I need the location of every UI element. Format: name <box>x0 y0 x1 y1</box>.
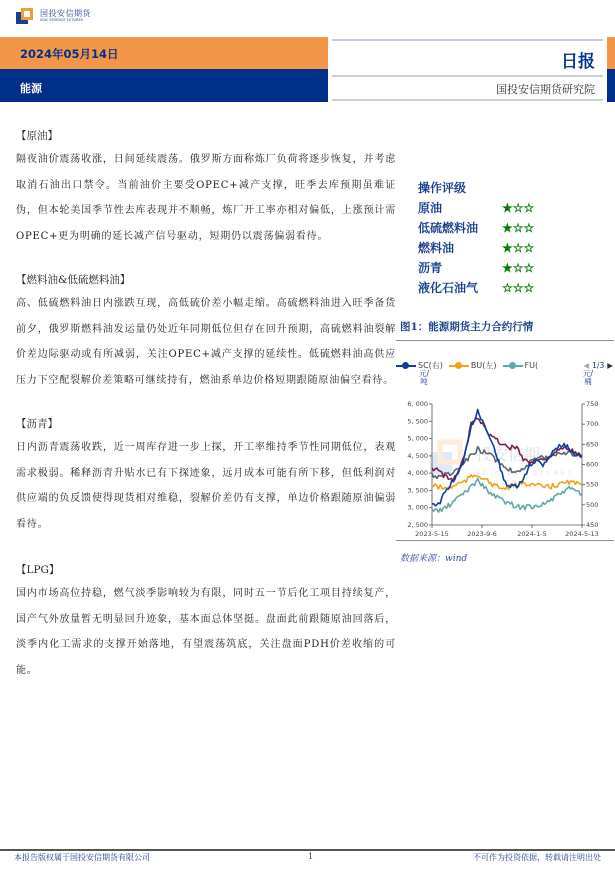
rating-row <box>418 238 534 258</box>
legend-page-indicator: 1/3 <box>592 361 605 370</box>
star-rating-icon: ★☆☆ <box>502 201 535 215</box>
legend-marker-icon <box>503 362 523 370</box>
divider <box>396 540 614 541</box>
section-title: 【燃料油&低硫燃料油】 <box>16 274 131 286</box>
rating-name: 燃料油 <box>418 241 455 255</box>
section-crude-oil <box>16 125 396 249</box>
star-rating-icon: ★☆☆ <box>502 221 535 235</box>
section-lpg <box>16 559 396 683</box>
svg-text:2023-5-15: 2023-5-15 <box>415 530 449 538</box>
logo-icon <box>16 8 36 25</box>
svg-text:2023-9-6: 2023-9-6 <box>467 530 497 538</box>
analysis-column <box>16 125 396 683</box>
star-rating-icon: ★☆☆ <box>502 261 535 275</box>
report-date: 2024年05月14日 <box>20 47 119 61</box>
divider <box>332 75 603 77</box>
svg-text:3, 500: 3, 500 <box>407 486 428 495</box>
report-title-box <box>328 37 607 103</box>
legend-marker-icon <box>449 362 469 370</box>
rating-row <box>418 198 534 218</box>
svg-text:2, 500: 2, 500 <box>407 521 428 529</box>
star-rating-icon: ☆☆☆ <box>502 281 535 295</box>
svg-text:750: 750 <box>586 400 599 408</box>
section-body: 日内沥青震荡收跌，近一周库存进一步上探，开工率维持季节性同期低位，表观需求极弱。稀释沥青升贴水已有下探迹象，远月成本可能有所下移，但低利润对供应端的负反馈使得现货相对维稳，裂解价差仍有支撑，单边价格跟随原油偏弱看待。 <box>16 442 396 530</box>
section-asphalt <box>16 413 396 537</box>
rating-name: 液化石油气 <box>418 281 479 295</box>
legend-label: BU(左) <box>470 361 497 370</box>
svg-text:450: 450 <box>586 521 599 529</box>
svg-text:700: 700 <box>586 420 599 429</box>
svg-text:5, 000: 5, 000 <box>407 434 428 443</box>
legend-item-bu[interactable] <box>449 360 497 371</box>
star-rating-icon: ★☆☆ <box>502 241 535 255</box>
svg-text:4, 500: 4, 500 <box>407 451 428 460</box>
section-body: 国内市场高位持稳，燃气淡季影响较为有限，同时五一节后化工项目持续复产，国产气外放量暂无明显回升迹象，基本面总体坚挺。盘面此前跟随原油回落后，淡季内化工需求的支撑开始落地，有望震荡筑底，关注盘面PDH价差收缩的可能。 <box>16 588 396 676</box>
divider <box>396 340 614 341</box>
disclaimer: 不可作为投资依据，转载请注明出处 <box>473 853 601 862</box>
svg-text:3, 000: 3, 000 <box>407 503 428 512</box>
line-chart <box>396 390 615 540</box>
rating-name: 沥青 <box>418 261 443 275</box>
svg-text:SDIC ES FUTURES: SDIC ES FUTURES <box>476 470 575 477</box>
legend-marker-icon <box>396 362 416 370</box>
footer-divider <box>0 849 615 851</box>
svg-text:500: 500 <box>586 500 599 509</box>
energy-futures-chart <box>396 390 615 540</box>
company-logo <box>16 8 91 25</box>
figure-title: 图1：能源期货主力合约行情 <box>400 321 534 333</box>
section-title: 【沥青】 <box>16 418 58 430</box>
prev-page-icon[interactable]: ◀ <box>583 361 590 370</box>
rating-row <box>418 278 534 298</box>
rating-row <box>418 218 534 238</box>
copyright-notice: 本报告版权属于国投安信期货有限公司 <box>14 853 150 862</box>
divider <box>332 99 603 101</box>
svg-text:2024-5-13: 2024-5-13 <box>565 530 599 538</box>
divider <box>332 39 603 41</box>
svg-text:550: 550 <box>586 480 599 489</box>
data-source: 数据来源：wind <box>400 554 468 564</box>
rating-title: 操作评级 <box>418 181 467 195</box>
operation-rating <box>418 178 534 298</box>
legend-label: SC(右) <box>418 361 443 370</box>
report-sector: 能源 <box>20 82 42 95</box>
logo-en-text: SDIC ESSENCE FUTURES <box>40 18 83 23</box>
institute-name: 国投安信期货研究院 <box>496 83 595 96</box>
section-fuel-oil <box>16 269 396 393</box>
section-body: 高、低硫燃料油日内涨跌互现，高低硫价差小幅走缩。高硫燃料油进入旺季备货前夕，俄罗斯燃料油发运量仍处近年同期低位但存在回升预期，高硫燃料油裂解价差边际驱动或有所减弱，关注OPEC+减产支撑的延续性。低硫燃料油高供应压力下空配裂解价差策略可继续持有，燃油系单边价格短期跟随原油偏空看待。 <box>16 298 396 386</box>
report-type: 日报 <box>561 52 595 72</box>
logo-cn-text: 国投安信期货 <box>40 9 91 19</box>
section-body: 隔夜油价震荡收涨，日间延续震荡。俄罗斯方面称炼厂负荷将逐步恢复，并考虑取消石油出口禁令。当前油价主要受OPEC+减产支撑，旺季去库预期虽难证伪，但本轮美国季节性去库表现并不顺畅，炼厂开工率亦相对偏低，上涨预计需OPEC+更为明确的延长减产信号驱动，短期仍以震荡偏弱看待。 <box>16 154 396 242</box>
legend-item-fu[interactable] <box>503 361 539 370</box>
svg-text:投安信期: 投安信期 <box>476 445 541 464</box>
section-title: 【LPG】 <box>16 564 60 576</box>
y-axis-right-unit: 元/桶 <box>582 369 594 386</box>
rating-name: 原油 <box>418 201 443 215</box>
page-number: 1 <box>308 852 314 861</box>
y-axis-left-unit: 元/吨 <box>418 369 430 386</box>
svg-text:6, 000: 6, 000 <box>407 400 428 408</box>
rating-name: 低硫燃料油 <box>418 221 479 235</box>
svg-text:650: 650 <box>586 440 599 449</box>
svg-text:600: 600 <box>586 460 599 469</box>
svg-text:4, 000: 4, 000 <box>407 469 428 478</box>
svg-text:2024-1-5: 2024-1-5 <box>517 530 547 538</box>
svg-text:5, 500: 5, 500 <box>407 417 428 426</box>
rating-row <box>418 258 534 278</box>
legend-label: FU( <box>524 361 539 370</box>
next-page-icon[interactable]: ▶ <box>607 361 613 370</box>
section-title: 【原油】 <box>16 130 58 142</box>
